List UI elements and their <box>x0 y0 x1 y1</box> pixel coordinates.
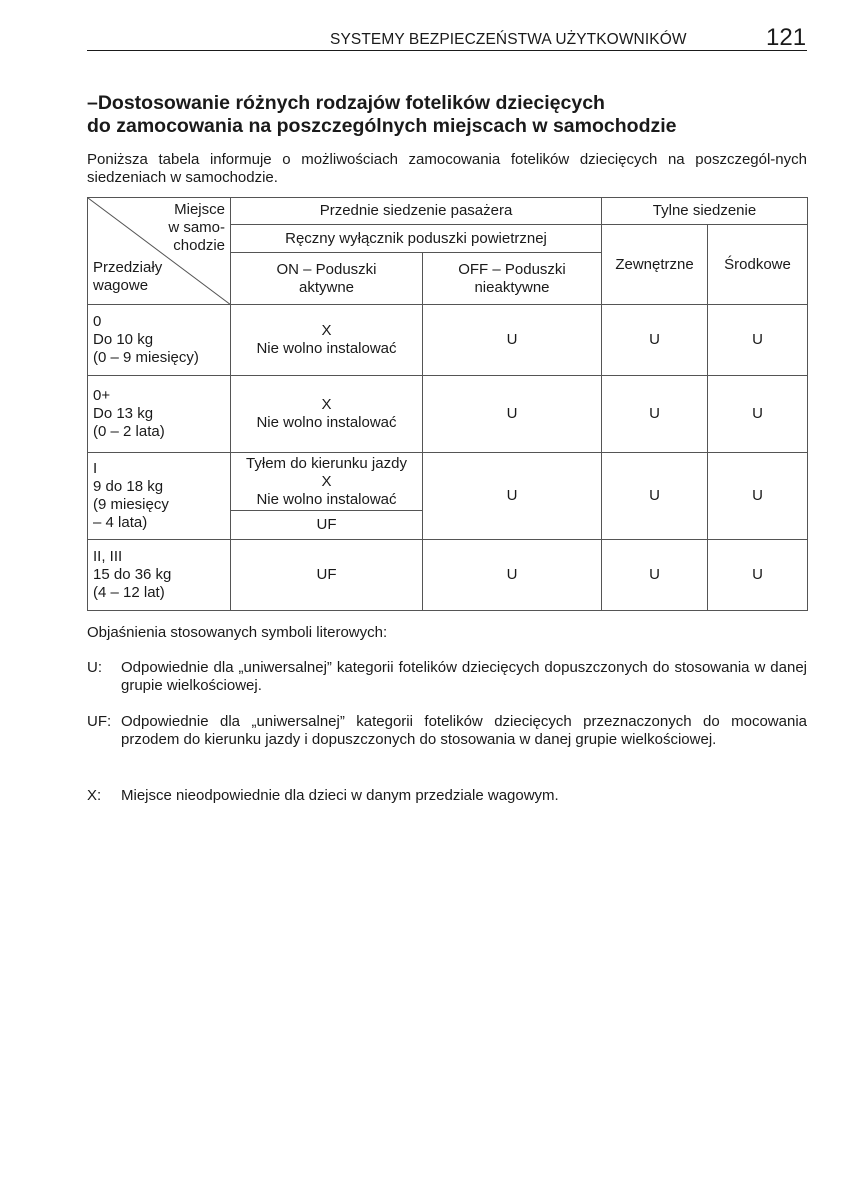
child-seat-table <box>87 197 808 611</box>
airbag-on-cell-secondary: UF <box>231 511 423 540</box>
section-title-line-2: do zamocowania na poszczególnych miejscach w samochodzie <box>87 115 677 137</box>
middle-seat-cell: U <box>708 376 808 453</box>
weight-group-cell: 0 Do 10 kg (0 – 9 miesięcy) <box>88 305 231 376</box>
legend-key: X: <box>87 787 102 804</box>
table-row <box>88 305 808 376</box>
outer-seat-cell: U <box>602 540 708 611</box>
airbag-off-cell: U <box>423 540 602 611</box>
airbag-off-header: OFF – Poduszki nieaktywne <box>423 253 602 305</box>
middle-seat-cell: U <box>708 305 808 376</box>
weight-group-cell: I 9 do 18 kg (9 miesięcy – 4 lata) <box>88 453 231 540</box>
legend-item-u <box>87 659 807 695</box>
airbag-on-cell: X Nie wolno instalować <box>231 305 423 376</box>
airbag-on-cell: Tyłem do kierunku jazdy X Nie wolno instalować <box>231 453 423 511</box>
legend-item-x <box>87 787 807 805</box>
table-row <box>88 540 808 611</box>
outer-seat-cell: U <box>602 305 708 376</box>
airbag-on-cell: UF <box>231 540 423 611</box>
airbag-off-cell: U <box>423 453 602 540</box>
airbag-off-cell: U <box>423 305 602 376</box>
legend-description: Odpowiednie dla „uniwersalnej” kategorii fotelików dziecięcych dopuszczonych do stosowania w danej grupie wielkościowej. <box>121 659 807 694</box>
front-seat-header: Przednie siedzenie pasażera <box>231 198 602 225</box>
weight-group-cell: II, III 15 do 36 kg (4 – 12 lat) <box>88 540 231 611</box>
airbag-on-cell: X Nie wolno instalować <box>231 376 423 453</box>
header-rule <box>87 50 807 51</box>
legend-item-uf <box>87 713 807 749</box>
airbag-switch-header: Ręczny wyłącznik poduszki powietrznej <box>231 225 602 253</box>
section-title <box>87 92 807 138</box>
legend-heading: Objaśnienia stosowanych symboli literowych: <box>87 624 388 641</box>
legend-description: Miejsce nieodpowiednie dla dzieci w danym przedziale wagowym. <box>121 787 559 804</box>
airbag-on-header: ON – Poduszki aktywne <box>231 253 423 305</box>
middle-seat-cell: U <box>708 453 808 540</box>
legend-description: Odpowiednie dla „uniwersalnej” kategorii fotelików dziecięcych przeznaczonych do mocowania przodem do kierunku jazdy i dopuszczonych do stosowania w danej grupie wielkościowej. <box>121 713 807 748</box>
table-row <box>88 453 808 511</box>
rear-seat-header: Tylne siedzenie <box>602 198 808 225</box>
airbag-off-cell: U <box>423 376 602 453</box>
outer-seat-header: Zewnętrzne <box>602 225 708 305</box>
middle-seat-header: Środkowe <box>708 225 808 305</box>
corner-weight-label: Przedziały wagowe <box>93 259 163 294</box>
table-row <box>88 376 808 453</box>
outer-seat-cell: U <box>602 376 708 453</box>
legend-key: UF: <box>87 713 112 730</box>
intro-paragraph: Poniższa tabela informuje o możliwościach zamocowania fotelików dziecięcych na poszczegól-nych siedzeniach w samochodzie. <box>87 151 807 186</box>
table-corner-cell <box>88 198 231 305</box>
page-number: 121 <box>766 24 807 51</box>
legend-key: U: <box>87 659 102 676</box>
section-title-line-1: –Dostosowanie różnych rodzajów fotelików dziecięcych <box>87 92 605 114</box>
outer-seat-cell: U <box>602 453 708 540</box>
middle-seat-cell: U <box>708 540 808 611</box>
running-header: SYSTEMY BEZPIECZEŃSTWA UŻYTKOWNIKÓW <box>330 31 687 48</box>
weight-group-cell: 0+ Do 13 kg (0 – 2 lata) <box>88 376 231 453</box>
corner-seat-label: Miejsce w samo- chodzie <box>168 201 225 254</box>
